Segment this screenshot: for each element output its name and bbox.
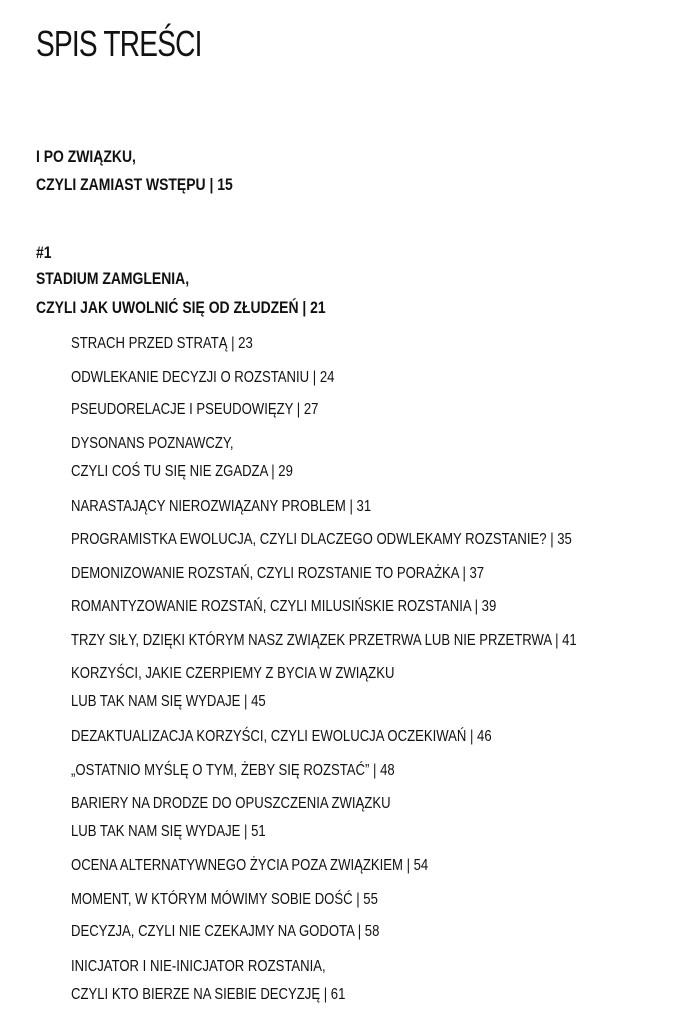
toc-entry: KORZYŚCI, JAKIE CZERPIEMY Z BYCIA W ZWIĄZKU	[71, 665, 395, 682]
toc-entry: OCENA ALTERNATYWNEGO ŻYCIA POZA ZWIĄZKIEM | 54	[71, 857, 429, 874]
toc-entry: MOMENT, W KTÓRYM MÓWIMY SOBIE DOŚĆ | 55	[71, 891, 378, 908]
toc-entry: STRACH PRZED STRATĄ | 23	[71, 335, 253, 352]
toc-entry: DYSONANS POZNAWCZY,	[71, 435, 234, 452]
toc-entry: INICJATOR I NIE-INICJATOR ROZSTANIA,	[71, 958, 326, 975]
toc-entry: ROMANTYZOWANIE ROZSTAŃ, CZYLI MILUSIŃSKIE ROZSTANIA | 39	[71, 598, 497, 615]
chapter-number: #1	[36, 243, 52, 262]
toc-entry: NARASTAJĄCY NIEROZWIĄZANY PROBLEM | 31	[71, 498, 372, 515]
toc-entry: DEMONIZOWANIE ROZSTAŃ, CZYLI ROZSTANIE TO PORAŻKA | 37	[71, 565, 485, 582]
chapter-title-line-2: CZYLI JAK UWOLNIĆ SIĘ OD ZŁUDZEŃ | 21	[36, 298, 326, 317]
toc-entry: CZYLI KTO BIERZE NA SIEBIE DECYZJĘ | 61	[71, 986, 346, 1003]
toc-entry: PROGRAMISTKA EWOLUCJA, CZYLI DLACZEGO ODWLEKAMY ROZSTANIE? | 35	[71, 531, 572, 548]
toc-entry: DEZAKTUALIZACJA KORZYŚCI, CZYLI EWOLUCJA OCZEKIWAŃ | 46	[71, 728, 492, 745]
toc-entry: PSEUDORELACJE I PSEUDOWIĘZY | 27	[71, 401, 319, 418]
toc-entry: BARIERY NA DRODZE DO OPUSZCZENIA ZWIĄZKU	[71, 795, 391, 812]
page-title: SPIS TREŚCI	[36, 23, 202, 64]
toc-entry: DECYZJA, CZYLI NIE CZEKAJMY NA GODOTA | 58	[71, 923, 380, 940]
toc-entry: ODWLEKANIE DECYZJI O ROZSTANIU | 24	[71, 369, 335, 386]
toc-entry: „OSTATNIO MYŚLĘ O TYM, ŻEBY SIĘ ROZSTAĆ” | 48	[71, 762, 395, 779]
chapter-title-line-1: STADIUM ZAMGLENIA,	[36, 269, 190, 288]
toc-entry: LUB TAK NAM SIĘ WYDAJE | 45	[71, 693, 266, 710]
intro-title-line-2: CZYLI ZAMIAST WSTĘPU | 15	[36, 175, 233, 194]
intro-title-line-1: I PO ZWIĄZKU,	[36, 147, 136, 166]
toc-entry: LUB TAK NAM SIĘ WYDAJE | 51	[71, 823, 266, 840]
toc-entry: CZYLI COŚ TU SIĘ NIE ZGADZA | 29	[71, 463, 293, 480]
toc-entry: TRZY SIŁY, DZIĘKI KTÓRYM NASZ ZWIĄZEK PRZETRWA LUB NIE PRZETRWA | 41	[71, 632, 577, 649]
